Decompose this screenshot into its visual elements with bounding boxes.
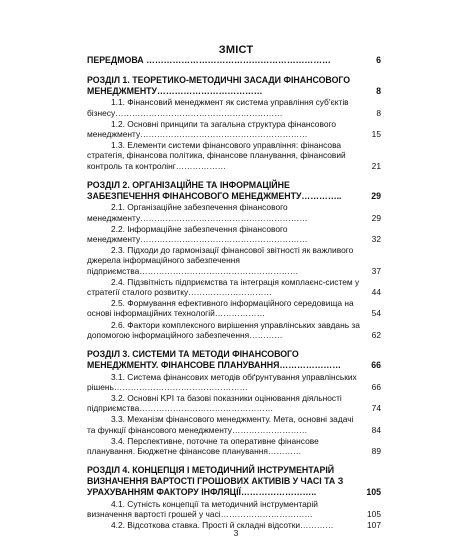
- toc-subsection-entry: [87, 436, 381, 456]
- toc-entry-text: РОЗДІЛ 1. ТЕОРЕТИКО-МЕТОДИЧНІ ЗАСАДИ ФІНАНСОВОГО МЕНЕДЖМЕНТУ………………………………: [87, 74, 351, 96]
- toc-subsection-entry: [87, 97, 381, 117]
- toc-subsection-entry: [87, 414, 381, 434]
- toc-entry-text: 1.2. Основні принципи та загальна структура фінансового менеджменту……………………………………………………: [87, 118, 337, 139]
- toc-entry-page: 105: [367, 508, 381, 519]
- table-of-contents: [87, 55, 381, 530]
- toc-entry-page: 62: [371, 329, 381, 340]
- toc-entry-page: 21: [371, 160, 381, 171]
- toc-entry-text: 2.5. Формування ефективного інформаційного середовища на основі інформаційних технологій………………: [87, 298, 354, 319]
- toc-subsection-entry: [87, 372, 381, 392]
- toc-entry-text: 2.4. Підзвітність підприємства та інтеграція комплаєнс-систем у стратегії сталого розвитку…………………………: [87, 276, 360, 298]
- toc-entry-page: 89: [371, 446, 381, 457]
- toc-entry-text: 2.3. Підходи до гармонізації фінансової звітності як важливого джерела інформаційного забезпечення підприємства…………………………………………………: [87, 245, 354, 276]
- toc-entry-text: 1.3. Елементи системи фінансового управління: фінансова стратегія, фінансова політика, фінансове планування, фінансовий контроль та контролінг………………: [87, 140, 346, 171]
- toc-subsection-entry: [87, 499, 381, 519]
- toc-subsection-entry: [87, 298, 381, 318]
- toc-entry-page: 6: [376, 55, 381, 65]
- toc-entry-text: 4.2. Відсоткова ставка. Прості й складні відсотки…………: [111, 520, 334, 531]
- toc-entry-text: ПЕРЕДМОВА ………………………………………………………: [87, 55, 331, 65]
- toc-entry-text: 3.2. Основні KPI та базові показники оцінювання діяльності підприємства…………………………………………: [87, 393, 342, 414]
- toc-entry-page: 8: [376, 85, 381, 96]
- toc-entry-page: 74: [371, 403, 381, 414]
- toc-subsection-entry: [87, 277, 381, 297]
- toc-entry-text: 2.1. Організаційне забезпечення фінансового менеджменту……………………………………………………: [87, 202, 308, 223]
- toc-entry-page: 8: [376, 107, 381, 118]
- toc-entry-page: 107: [367, 520, 381, 531]
- toc-entry-text: 3.3. Механізм фінансового менеджменту. Мета, основні задачі та функції фінансового менеджменту………………………: [87, 414, 354, 435]
- toc-entry-page: 84: [371, 424, 381, 435]
- toc-entry-page: 54: [371, 308, 381, 319]
- toc-entry-page: 66: [371, 381, 381, 392]
- toc-subsection-entry: [87, 245, 381, 276]
- toc-entry-page: 37: [371, 265, 381, 276]
- toc-entry-text: 3.1. Система фінансових методів обґрунтування управлінських рішень…………………………………………: [87, 371, 357, 392]
- toc-entry-text: РОЗДІЛ 2. ОРГАНІЗАЦІЙНЕ ТА ІНФОРМАЦІЙНЕ ЗАБЕЗПЕЧЕННЯ ФІНАНСОВОГО МЕНЕДЖМЕНТУ…………..: [87, 179, 342, 201]
- toc-entry-text: РОЗДІЛ 3. СИСТЕМИ ТА МЕТОДИ ФІНАНСОВОГО МЕНЕДЖМЕНТУ. ФІНАНСОВЕ ПЛАНУВАННЯ…………………: [87, 349, 342, 370]
- toc-entry-page: 44: [371, 287, 381, 298]
- toc-entry-text: 1.1. Фінансовий менеджмент як система управління суб'єктів бізнесу……………………………………………………: [87, 97, 349, 118]
- toc-entry-page: 32: [371, 234, 381, 245]
- toc-entry-page: 105: [366, 486, 381, 497]
- toc-section-entry: [87, 75, 381, 97]
- toc-title: ЗМІСТ: [218, 44, 254, 56]
- toc-section-entry: [87, 349, 381, 371]
- toc-entry-text: 2.2. Інформаційне забезпечення фінансового менеджменту……………………………………………………: [87, 223, 308, 245]
- toc-entry-text: 3.4. Перспективне, поточне та оперативне фінансове планування. Бюджетне фінансове планування…………: [87, 435, 319, 457]
- toc-subsection-entry: [87, 202, 381, 222]
- toc-entry-page: 29: [371, 212, 381, 223]
- toc-subsection-entry: [87, 119, 381, 139]
- toc-subsection-entry: [87, 224, 381, 244]
- toc-section-entry: [87, 465, 381, 497]
- toc-subsection-entry: [87, 393, 381, 413]
- toc-entry-text: РОЗДІЛ 4. КОНЦЕПЦІЯ І МЕТОДИЧНИЙ ІНСТРУМЕНТАРІЙ ВИЗНАЧЕННЯ ВАРТОСТІ ГРОШОВИХ АКТИВІВ У ЧАСІ ТА З УРАХУВАННЯМ ФАКТОРУ ІНФЛЯЦІЇ……………………..: [87, 465, 344, 497]
- toc-entry-page: 66: [371, 359, 381, 370]
- toc-entry-page: 15: [371, 129, 381, 139]
- toc-section-entry: [87, 55, 381, 66]
- toc-entry-page: 29: [371, 190, 381, 201]
- page-number: 3: [233, 528, 239, 538]
- toc-entry-text: 2.6. Фактори комплексного вирішення управлінських завдань за допомогою інформаційного забезпечення…………: [87, 319, 360, 340]
- toc-section-entry: [87, 180, 381, 202]
- toc-entry-text: 4.1. Сутність концепції та методичний інструментарій визначення вартості грошей у часі……………………………: [87, 498, 318, 519]
- toc-subsection-entry: [87, 140, 381, 171]
- toc-subsection-entry: [87, 320, 381, 340]
